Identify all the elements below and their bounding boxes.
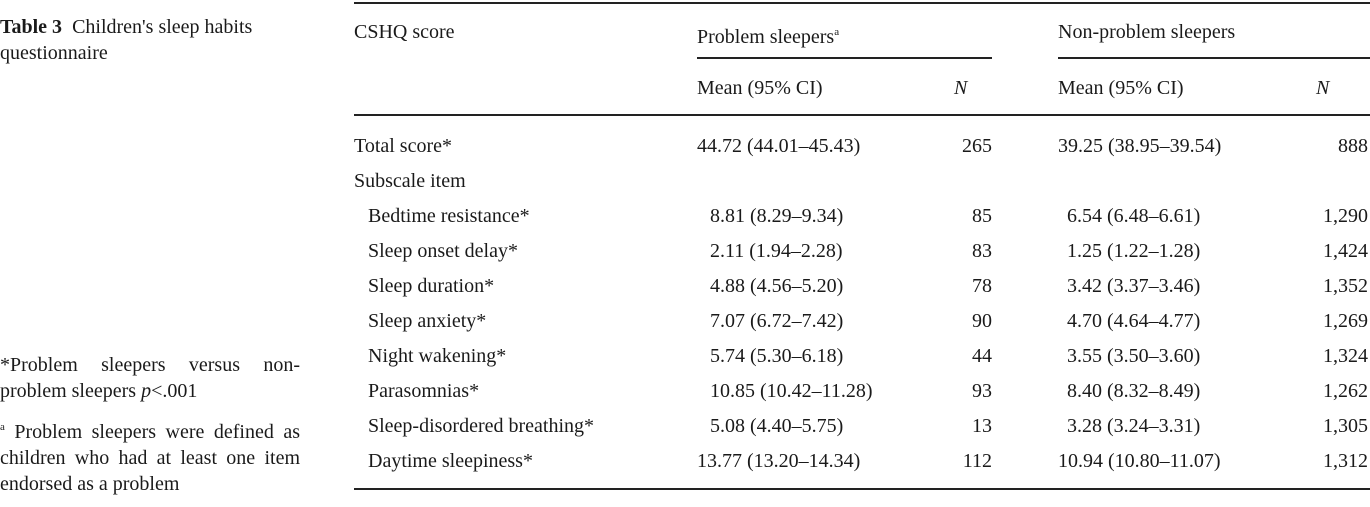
row-problem-n: 90	[972, 310, 992, 332]
row-nonproblem-mean: 6.54 (6.48–6.61)	[1067, 205, 1201, 227]
row-nonproblem-n: 888	[1338, 135, 1368, 157]
data-table	[342, 0, 1370, 496]
row-problem-mean: 8.81 (8.29–9.34)	[710, 205, 844, 227]
row-problem-n: 93	[972, 380, 992, 402]
row-nonproblem-mean: 3.55 (3.50–3.60)	[1067, 345, 1201, 367]
row-problem-n: 13	[972, 415, 992, 437]
row-label: Daytime sleepiness*	[368, 450, 533, 472]
row-nonproblem-mean: 4.70 (4.64–4.77)	[1067, 310, 1201, 332]
footnote-mark: a	[0, 421, 5, 433]
bottom-rule	[354, 488, 1370, 490]
row-problem-mean: 10.85 (10.42–11.28)	[710, 380, 873, 402]
row-problem-n: 265	[962, 135, 992, 157]
row-label: Sleep onset delay*	[368, 240, 518, 262]
row-problem-mean: 7.07 (6.72–7.42)	[710, 310, 844, 332]
top-rule	[354, 2, 1370, 4]
row-problem-n: 112	[962, 450, 992, 472]
row-problem-mean: 13.77 (13.20–14.34)	[697, 450, 861, 472]
row-problem-mean: 44.72 (44.01–45.43)	[697, 135, 861, 157]
header-cshq-score: CSHQ score	[354, 21, 455, 43]
row-label: Bedtime resistance*	[368, 205, 530, 227]
row-nonproblem-mean: 3.42 (3.37–3.46)	[1067, 275, 1201, 297]
header-rule	[354, 114, 1370, 116]
row-nonproblem-mean: 8.40 (8.32–8.49)	[1067, 380, 1201, 402]
subheader-n-nonproblem: N	[1316, 77, 1330, 99]
row-label: Sleep duration*	[368, 275, 495, 297]
subheader-n-problem: N	[954, 77, 968, 99]
row-nonproblem-n: 1,312	[1323, 450, 1368, 472]
row-problem-mean: 5.74 (5.30–6.18)	[710, 345, 844, 367]
row-label: Night wakening*	[368, 345, 507, 367]
row-problem-mean: 2.11 (1.94–2.28)	[710, 240, 843, 262]
footnote-significance: *Problem sleepers versus non-problem sleepers p<.001	[0, 354, 300, 402]
row-nonproblem-n: 1,269	[1323, 310, 1368, 332]
row-problem-n: 78	[972, 275, 992, 297]
row-problem-n: 83	[972, 240, 992, 262]
row-nonproblem-n: 1,305	[1323, 415, 1368, 437]
table-label: Table 3	[0, 16, 63, 38]
header-non-problem-sleepers: Non-problem sleepers	[1058, 21, 1236, 43]
row-nonproblem-mean: 3.28 (3.24–3.31)	[1067, 415, 1201, 437]
row-nonproblem-mean: 1.25 (1.22–1.28)	[1067, 240, 1201, 262]
header-problem-sleepers: Problem sleepers$^a$	[697, 26, 840, 48]
table-footnotes	[0, 352, 300, 507]
row-problem-n: 44	[972, 345, 992, 367]
row-nonproblem-n: 1,352	[1323, 275, 1368, 297]
group1-underline	[697, 57, 992, 59]
row-nonproblem-n: 1,262	[1323, 380, 1368, 402]
row-nonproblem-n: 1,424	[1323, 240, 1368, 262]
group2-underline	[1058, 57, 1370, 59]
row-label: Total score*	[354, 135, 453, 157]
row-label: Parasomnias*	[368, 380, 480, 402]
subheader-mean-problem: Mean (95% CI)	[697, 77, 823, 99]
row-label: Sleep anxiety*	[368, 310, 487, 332]
row-nonproblem-n: 1,290	[1323, 205, 1368, 227]
row-label: Sleep-disordered breathing*	[368, 415, 595, 437]
row-problem-n: 85	[972, 205, 992, 227]
row-nonproblem-mean: 10.94 (10.80–11.07)	[1058, 450, 1221, 472]
row-problem-mean: 5.08 (4.40–5.75)	[710, 415, 844, 437]
row-nonproblem-mean: 39.25 (38.95–39.54)	[1058, 135, 1222, 157]
row-nonproblem-n: 1,324	[1323, 345, 1368, 367]
subscale-heading: Subscale item	[354, 170, 466, 192]
table-caption	[0, 14, 310, 66]
footnote-definition: $^a$ Problem sleepers were defined as children who had at least one item endorsed as a problem	[0, 421, 300, 495]
row-problem-mean: 4.88 (4.56–5.20)	[710, 275, 844, 297]
table-title: Children's sleep habits questionnaire	[0, 16, 253, 64]
subheader-mean-nonproblem: Mean (95% CI)	[1058, 77, 1184, 99]
